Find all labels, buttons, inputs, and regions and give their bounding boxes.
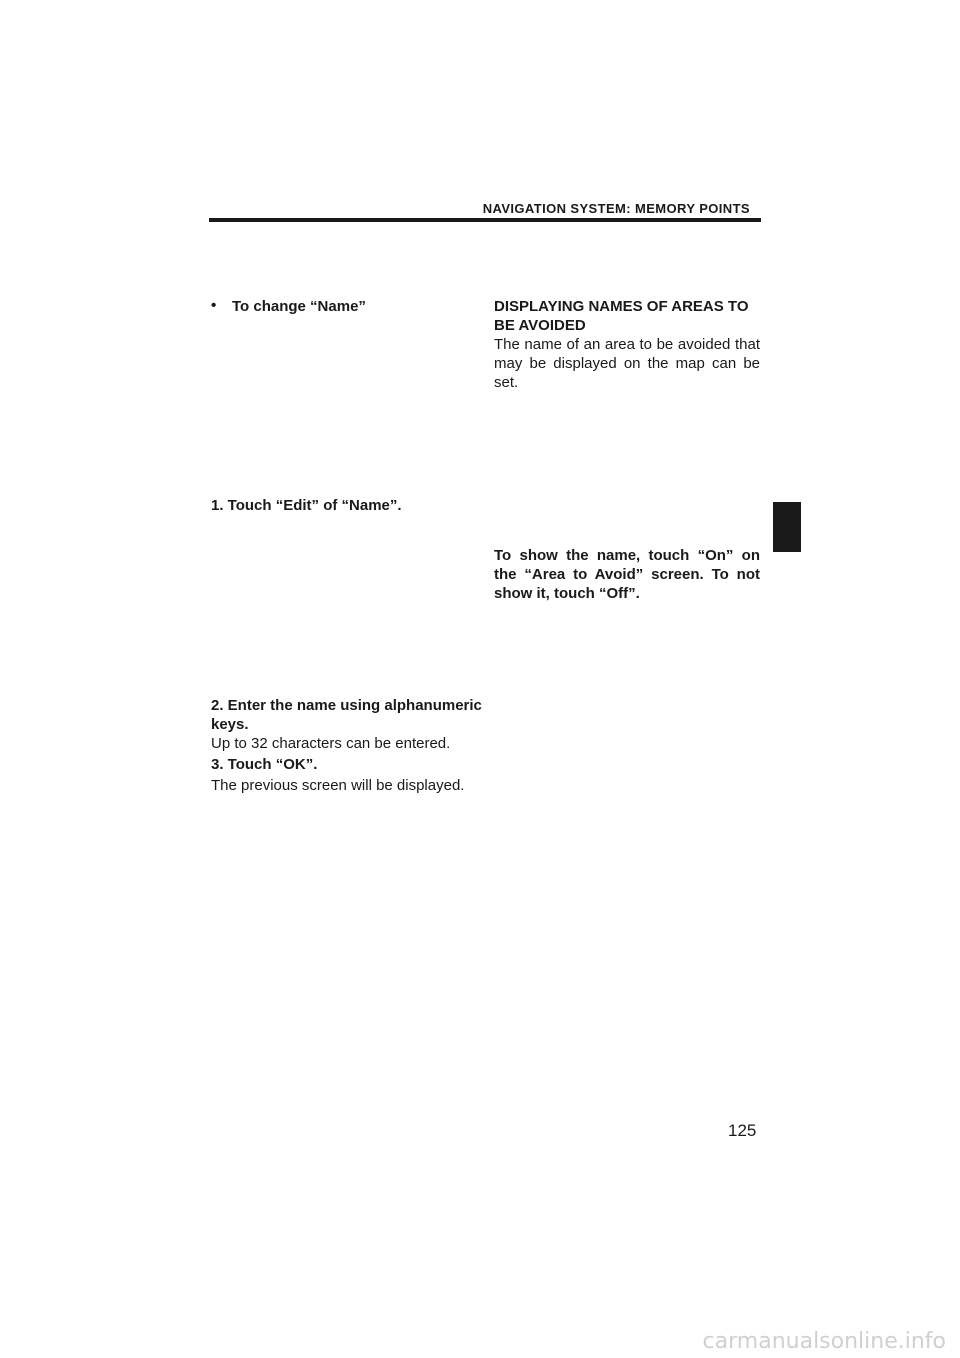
instruction-text: To show the name, touch “On” on the “Area to Avoid” screen. To not show it, touch “Off”. — [494, 547, 760, 602]
step-1: 1. Touch “Edit” of “Name”. — [211, 497, 402, 514]
watermark: carmanualsonline.info — [702, 1329, 946, 1354]
step-3-note: The previous screen will be displayed. — [211, 777, 465, 794]
header-rule — [209, 218, 761, 222]
bullet-heading: To change “Name” — [232, 298, 366, 315]
running-header: NAVIGATION SYSTEM: MEMORY POINTS — [482, 201, 750, 216]
page-number: 125 — [728, 1121, 757, 1140]
step-2-note: Up to 32 characters can be entered. — [211, 735, 451, 752]
section-title: DISPLAYING NAMES OF AREAS TO BE AVOIDED — [494, 298, 749, 334]
section-body: The name of an area to be avoided that may be displayed on the map can be set. — [494, 336, 760, 391]
chapter-tab-marker — [773, 502, 801, 552]
step-3: 3. Touch “OK”. — [211, 756, 318, 773]
step-2: 2. Enter the name using alphanumeric keys. — [211, 697, 482, 733]
bullet-icon: • — [211, 297, 217, 314]
